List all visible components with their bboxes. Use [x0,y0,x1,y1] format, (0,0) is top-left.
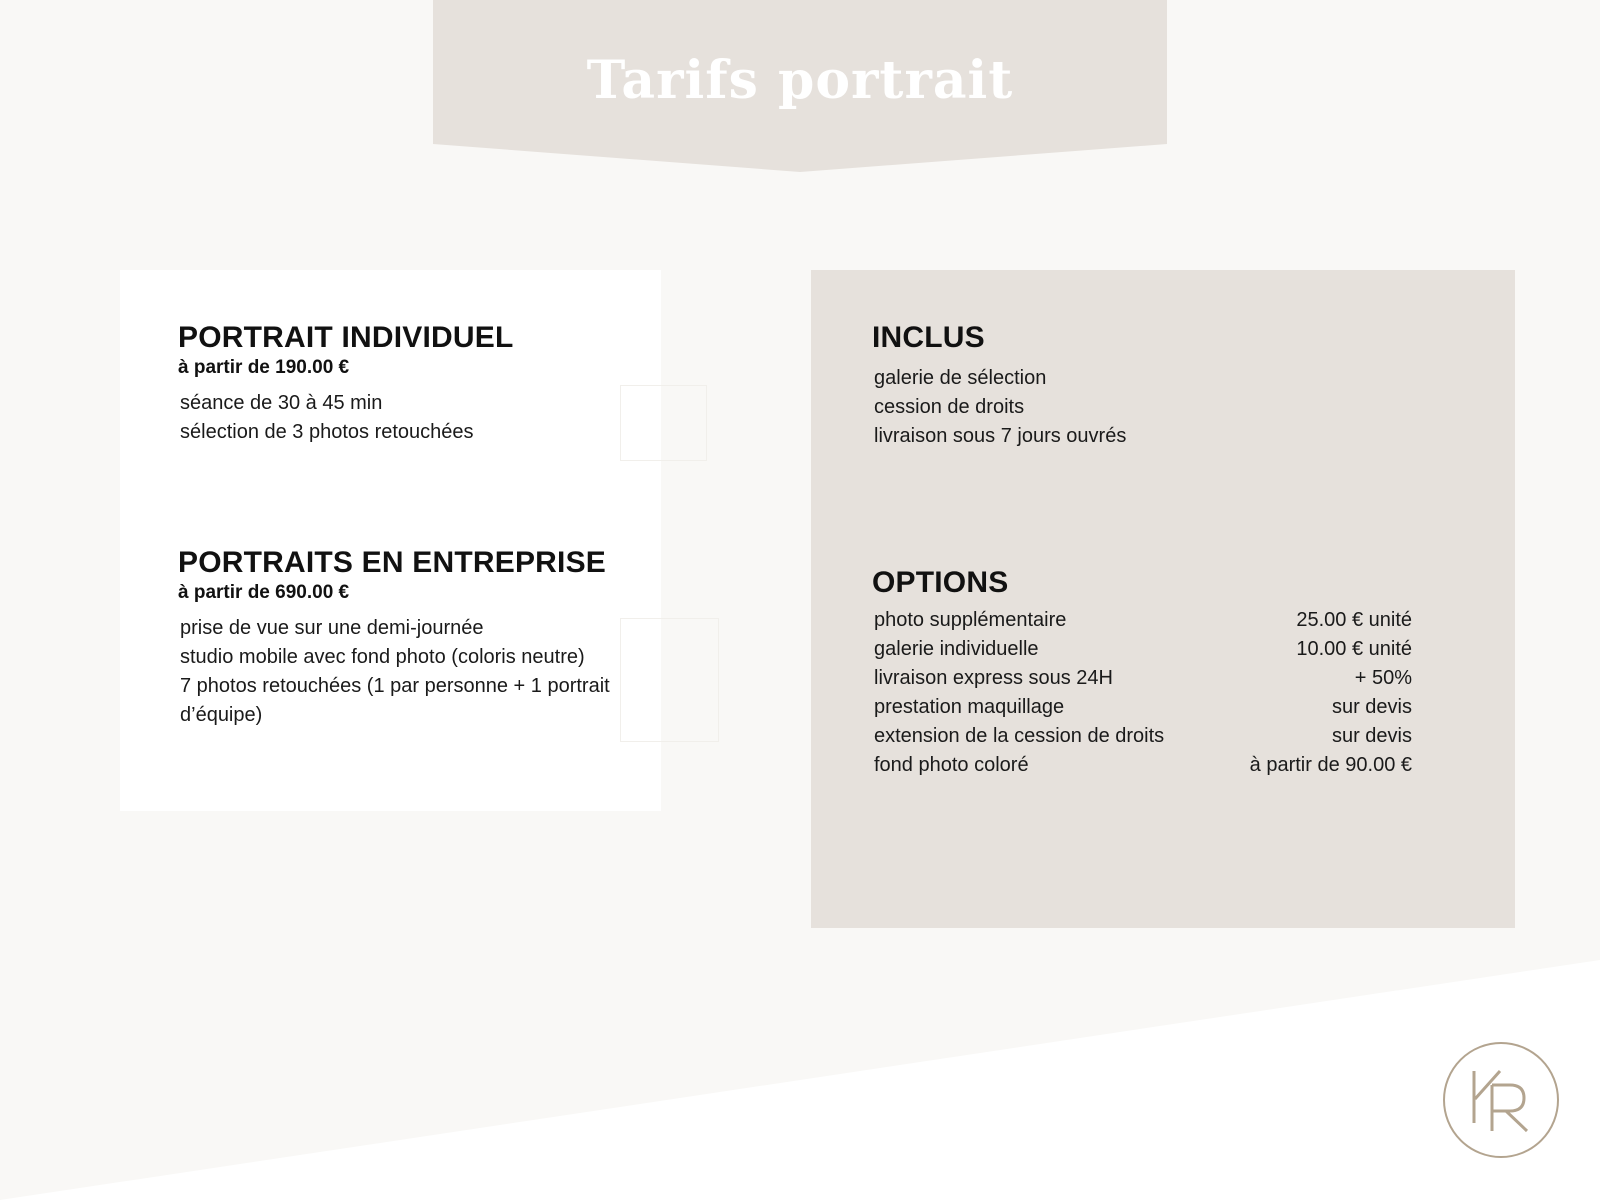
package-title: PORTRAIT INDIVIDUEL [178,321,514,354]
page-title: Tarifs portrait [586,50,1014,111]
option-label: fond photo coloré [874,754,1029,776]
options-list [874,606,1432,780]
package-price: à partir de 690.00 € [178,582,350,603]
option-label: prestation maquillage [874,696,1065,718]
option-price: 25.00 € unité [1296,609,1412,631]
package-title: PORTRAITS EN ENTREPRISE [178,546,606,579]
package-business [178,546,628,730]
package-detail: 7 photos retouchées (1 par personne + 1 portrait d’équipe) [180,675,610,726]
package-price: à partir de 190.00 € [178,357,350,378]
options-section [872,566,1432,780]
option-price: sur devis [1331,725,1412,747]
included-list [874,364,1432,451]
included-item: galerie de sélection [874,367,1047,389]
included-section [872,321,1432,451]
option-label: photo supplémentaire [874,609,1067,631]
included-title: INCLUS [872,321,985,354]
option-row [874,664,1412,693]
decorative-frame [620,618,719,742]
option-row [874,635,1412,664]
option-row [874,606,1412,635]
package-details [180,614,628,730]
options-title: OPTIONS [872,566,1009,599]
package-detail: séance de 30 à 45 min [180,392,383,414]
option-label: extension de la cession de droits [874,725,1165,747]
package-individual [178,321,648,447]
package-details [180,389,648,447]
option-price: + 50% [1354,667,1412,689]
kr-monogram-logo [1442,1041,1560,1159]
option-row [874,722,1412,751]
package-detail: studio mobile avec fond photo (coloris neutre) [180,646,585,668]
option-row [874,693,1412,722]
option-price: sur devis [1331,696,1412,718]
option-price: 10.00 € unité [1296,638,1412,660]
bottom-white-wedge [0,960,1600,1200]
included-item: livraison sous 7 jours ouvrés [874,425,1127,447]
option-row [874,751,1412,780]
included-item: cession de droits [874,396,1025,418]
option-label: galerie individuelle [874,638,1039,660]
package-detail: sélection de 3 photos retouchées [180,421,474,443]
option-label: livraison express sous 24H [874,667,1113,689]
package-detail: prise de vue sur une demi-journée [180,617,484,639]
option-price: à partir de 90.00 € [1249,754,1412,776]
